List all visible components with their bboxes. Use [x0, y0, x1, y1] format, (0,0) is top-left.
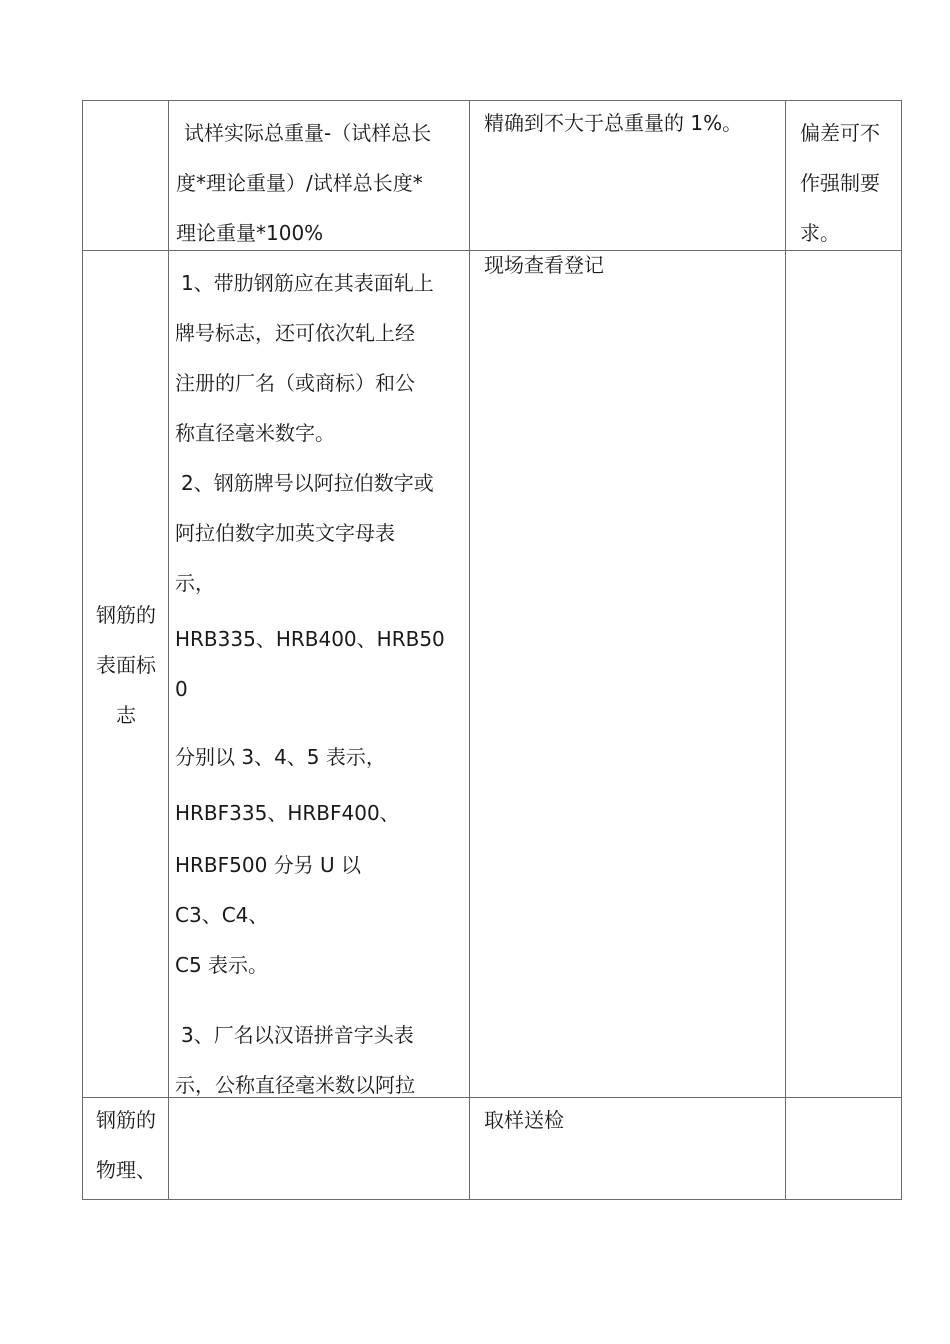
row1-remark-cell	[800, 108, 880, 258]
row1-method-text: 精确到不大于总重量的 1%。	[484, 111, 743, 135]
row3-label-cell	[96, 1095, 156, 1195]
table-border-bottom	[82, 1199, 902, 1200]
row2-requirement-line: 阿拉伯数字加英文字母表	[175, 521, 395, 545]
column-divider-3	[785, 100, 786, 1200]
row2-requirement-line: C3、C4、	[175, 903, 269, 927]
row2-requirement-line: 注册的厂名（或商标）和公	[175, 371, 415, 395]
row2-requirement-line: 分别以 3、4、5 表示，	[175, 745, 386, 769]
row2-method-text: 现场查看登记	[484, 253, 604, 277]
row2-requirement-line: HRBF500 分另 U 以	[175, 853, 362, 877]
row2-requirement-cell	[169, 251, 469, 1097]
row2-label-line: 志	[116, 703, 136, 727]
row3-method-cell	[484, 1095, 564, 1145]
row1-remark-line: 偏差可不	[800, 121, 880, 145]
row2-requirement-line: 0	[175, 677, 188, 701]
row2-requirement-line: 牌号标志，还可依次轧上经	[175, 321, 415, 345]
row2-method-cell	[484, 240, 604, 290]
row2-label-line: 钢筋的	[96, 603, 156, 627]
row1-requirement-line: 理论重量*100%	[176, 221, 324, 245]
row3-method-text: 取样送检	[484, 1108, 564, 1132]
row1-remark-line: 作强制要	[800, 171, 880, 195]
row2-requirement-line: 1、带肋钢筋应在其表面轧上	[181, 271, 434, 295]
row3-label-line: 钢筋的	[96, 1108, 156, 1132]
table-border-right	[901, 100, 902, 1200]
row2-requirement-line: 3、厂名以汉语拼音字头表	[181, 1023, 414, 1047]
row1-requirement-line: 度*理论重量）/试样总长度*	[176, 171, 423, 195]
row2-requirement-line: 示，公称直径毫米数以阿拉	[175, 1073, 415, 1097]
row1-requirement-line: 试样实际总重量-（试样总长	[184, 121, 432, 145]
row1-remark-line: 求。	[800, 221, 840, 245]
row3-label-line: 物理、	[96, 1158, 156, 1182]
row2-requirement-line: HRB335、HRB400、HRB50	[175, 627, 445, 651]
row2-requirement-line: 示，	[175, 571, 215, 595]
row2-requirement-line: C5 表示。	[175, 953, 269, 977]
column-divider-2	[469, 100, 470, 1200]
row2-label-line: 表面标	[96, 653, 156, 677]
row2-requirement-line: 称直径毫米数字。	[175, 421, 335, 445]
row2-label-cell	[84, 590, 168, 740]
row1-requirement-cell	[176, 108, 431, 258]
row2-requirement-line: 2、钢筋牌号以阿拉伯数字或	[181, 471, 434, 495]
table-border-left	[82, 100, 83, 1200]
row2-requirement-line: HRBF335、HRBF400、	[175, 801, 400, 825]
row1-method-cell	[484, 98, 742, 148]
